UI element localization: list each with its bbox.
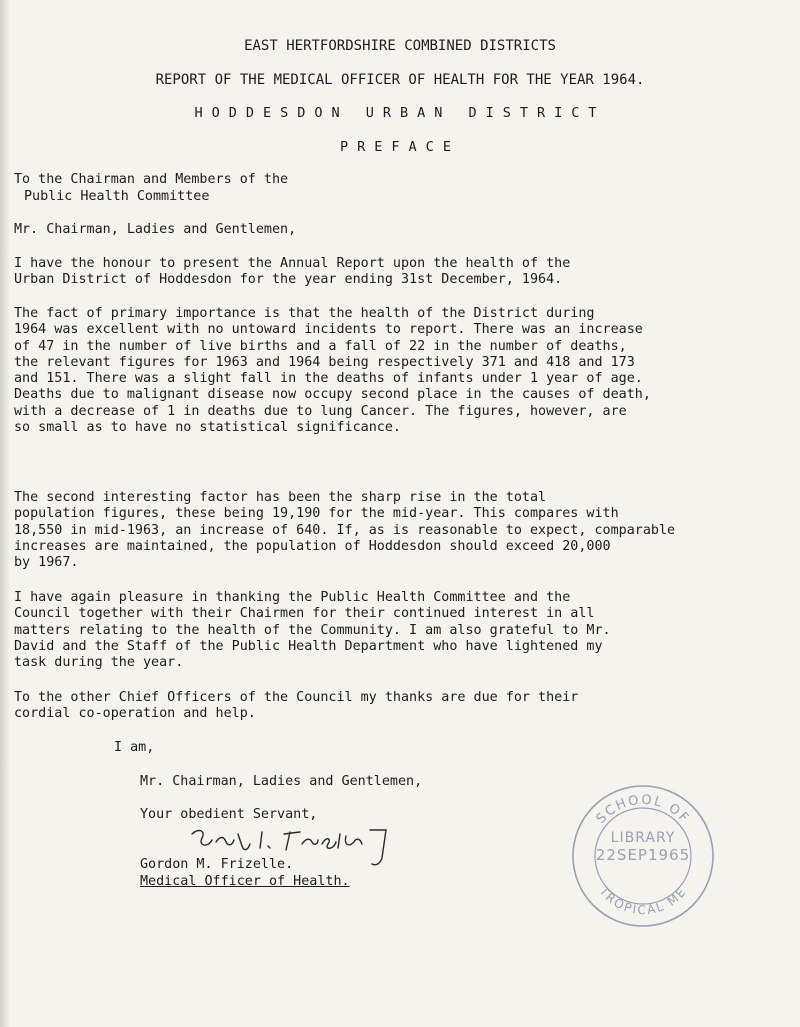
paragraph-line: Council together with their Chairmen for their continued interest in all [14, 606, 595, 622]
paragraph-1 [14, 256, 800, 289]
paragraph-line: The second interesting factor has been the sharp rise in the total [14, 490, 547, 505]
stamp-top-text: SCHOOL OF [593, 792, 693, 827]
paragraph-5 [14, 690, 800, 723]
paragraph-line: of 47 in the number of live births and a fall of 22 in the number of deaths, [14, 338, 627, 354]
header-report-title: REPORT OF THE MEDICAL OFFICER OF HEALTH FOR THE YEAR 1964. [155, 72, 645, 88]
paragraph-line: population figures, these being 19,190 for the mid-year. This compares with [14, 506, 619, 522]
paragraph-line: Deaths due to malignant disease now occupy second place in the causes of death, [14, 387, 651, 403]
paragraph-line: task during the year. [14, 655, 184, 671]
svg-text:SCHOOL OF [594, 793, 693, 827]
paragraph-line: increases are maintained, the population of Hoddesdon should exceed 20,000 [14, 538, 611, 554]
paragraph-line: matters relating to the health of the Community. I am also grateful to Mr. [14, 622, 611, 638]
paragraph-line: I have again pleasure in thanking the Public Health Committee and the [14, 590, 571, 605]
header-district-name: HODDESDON URBAN DISTRICT [194, 105, 606, 121]
closing-obedient-servant: Your obedient Servant, [140, 807, 318, 822]
header-preface: PREFACE [340, 139, 460, 155]
stamp-date: 22SEP1965 [595, 846, 691, 864]
paragraph-line: and 151. There was a slight fall in the deaths of infants under 1 year of age. [14, 371, 643, 387]
paragraph-line: by 1967. [14, 555, 79, 571]
paragraph-line: To the other Chief Officers of the Council my thanks are due for their [14, 690, 579, 705]
paragraph-4 [14, 590, 800, 671]
paragraph-line: the relevant figures for 1963 and 1964 being respectively 371 and 418 and 173 [14, 354, 635, 370]
paragraph-line: cordial co-operation and help. [14, 706, 256, 722]
address-line-1: To the Chairman and Members of the [14, 172, 289, 187]
stamp-library-text: LIBRARY [610, 830, 676, 846]
paragraph-line: David and the Staff of the Public Health Department who have lightened my [14, 638, 603, 654]
address-line-2: Public Health Committee [24, 189, 210, 204]
paragraph-2 [14, 306, 800, 436]
paragraph-line: 18,550 in mid-1963, an increase of 640. If, as is reasonable to expect, comparable [14, 522, 676, 538]
paragraph-3 [14, 490, 800, 571]
signatory-title: Medical Officer of Health. [140, 874, 350, 889]
paragraph-line: Urban District of Hoddesdon for the year ending 31st December, 1964. [14, 272, 563, 288]
salutation: Mr. Chairman, Ladies and Gentlemen, [14, 222, 297, 237]
closing-i-am: I am, [114, 740, 155, 755]
paragraph-line: 1964 was excellent with no untoward incidents to report. There was an increase [14, 322, 643, 338]
header-districts: EAST HERTFORDSHIRE COMBINED DISTRICTS [244, 38, 556, 54]
closing-salutation: Mr. Chairman, Ladies and Gentlemen, [140, 774, 423, 789]
stamp-bottom-text: TROPICAL ME [596, 884, 690, 918]
paragraph-line: I have the honour to present the Annual Report upon the health of the [14, 256, 571, 271]
paragraph-line: so small as to have no statistical significance. [14, 420, 401, 436]
svg-text:TROPICAL ME [596, 883, 690, 917]
paragraph-line: The fact of primary importance is that the health of the District during [14, 306, 595, 321]
signatory-name: Gordon M. Frizelle. [140, 857, 294, 872]
paragraph-line: with a decrease of 1 in deaths due to lung Cancer. The figures, however, are [14, 403, 627, 419]
